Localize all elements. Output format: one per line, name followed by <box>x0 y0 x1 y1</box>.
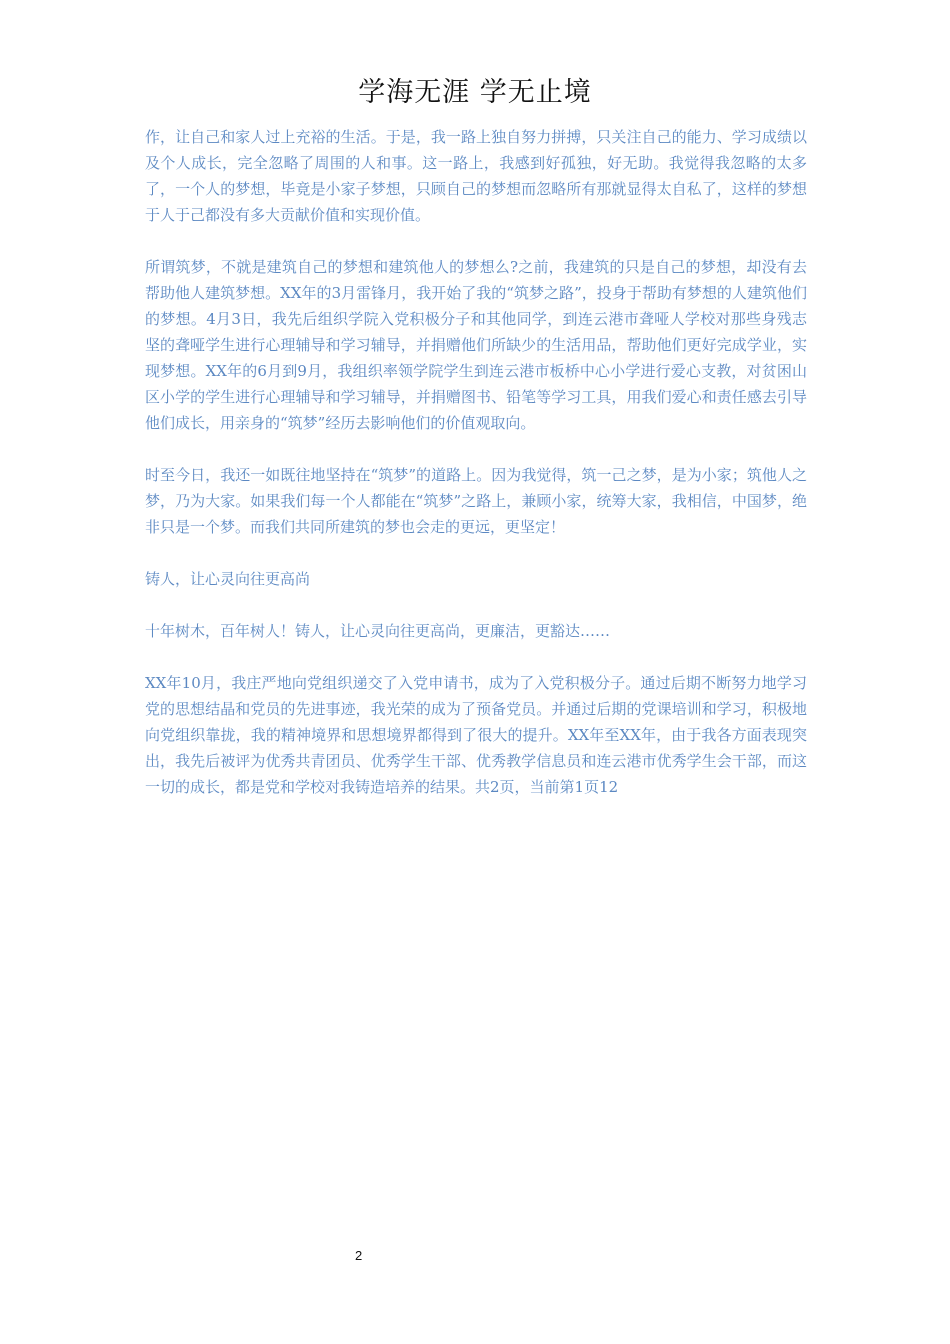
paragraph-persistence: 时至今日，我还一如既往地坚持在“筑梦”的道路上。因为我觉得，筑一己之梦，是为小家；筑他人之梦，乃为大家。如果我们每一个人都能在“筑梦”之路上，兼顾小家，统筹大家，我相信，中国梦，绝非只是一个梦。而我们共同所建筑的梦也会走的更远，更坚定！ <box>145 466 807 536</box>
paragraph-dream-intro: 作，让自己和家人过上充裕的生活。于是，我一路上独自努力拼搏，只关注自己的能力、学习成绩以及个人成长，完全忽略了周围的人和事。这一路上，我感到好孤独，好无助。我觉得我忽略的太多了，一个人的梦想，毕竟是小家子梦想，只顾自己的梦想而忽略所有那就显得太自私了，这样的梦想于人于己都没有多大贡献价值和实现价值。 <box>145 128 807 224</box>
paragraph-building-dreams: 所谓筑梦，不就是建筑自己的梦想和建筑他人的梦想么?之前，我建筑的只是自己的梦想，却没有去帮助他人建筑梦想。XX年的3月雷锋月，我开始了我的“筑梦之路”，投身于帮助有梦想的人建筑他们的梦想。4月3日，我先后组织学院入党积极分子和其他同学，到连云港市聋哑人学校对那些身残志坚的聋哑学生进行心理辅导和学习辅导，并捐赠他们所缺少的生活用品，帮助他们更好完成学业，实现梦想。XX年的6月到9月，我组织率领学院学生到连云港市板桥中心小学进行爱心支教，对贫困山区小学的学生进行心理辅导和学习辅导，并捐赠图书、铅笔等学习工具，用我们爱心和责任感去引导他们成长，用亲身的“筑梦”经历去影响他们的价值观取向。 <box>145 258 807 432</box>
document-body <box>145 124 807 826</box>
page-header-title: 学海无涯 学无止境 <box>358 77 592 108</box>
paragraph-ten-years: 十年树木，百年树人！铸人，让心灵向往更高尚，更廉洁，更豁达…… <box>145 622 611 640</box>
section-heading-forging: 铸人，让心灵向往更高尚 <box>145 570 311 588</box>
paragraph-party-membership: XX年10月，我庄严地向党组织递交了入党申请书，成为了入党积极分子。通过后期不断努力地学习党的思想结晶和党员的先进事迹，我光荣的成为了预备党员。并通过后期的党课培训和学习，积极地向党组织靠拢，我的精神境界和思想境界都得到了很大的提升。XX年至XX年，由于我各方面表现突出，我先后被评为优秀共青团员、优秀学生干部、优秀教学信息员和连云港市优秀学生会干部，而这一切的成长，都是党和学校对我铸造培养的结果。共2页，当前第1页12 <box>145 674 807 796</box>
page-number: 2 <box>355 1248 363 1263</box>
